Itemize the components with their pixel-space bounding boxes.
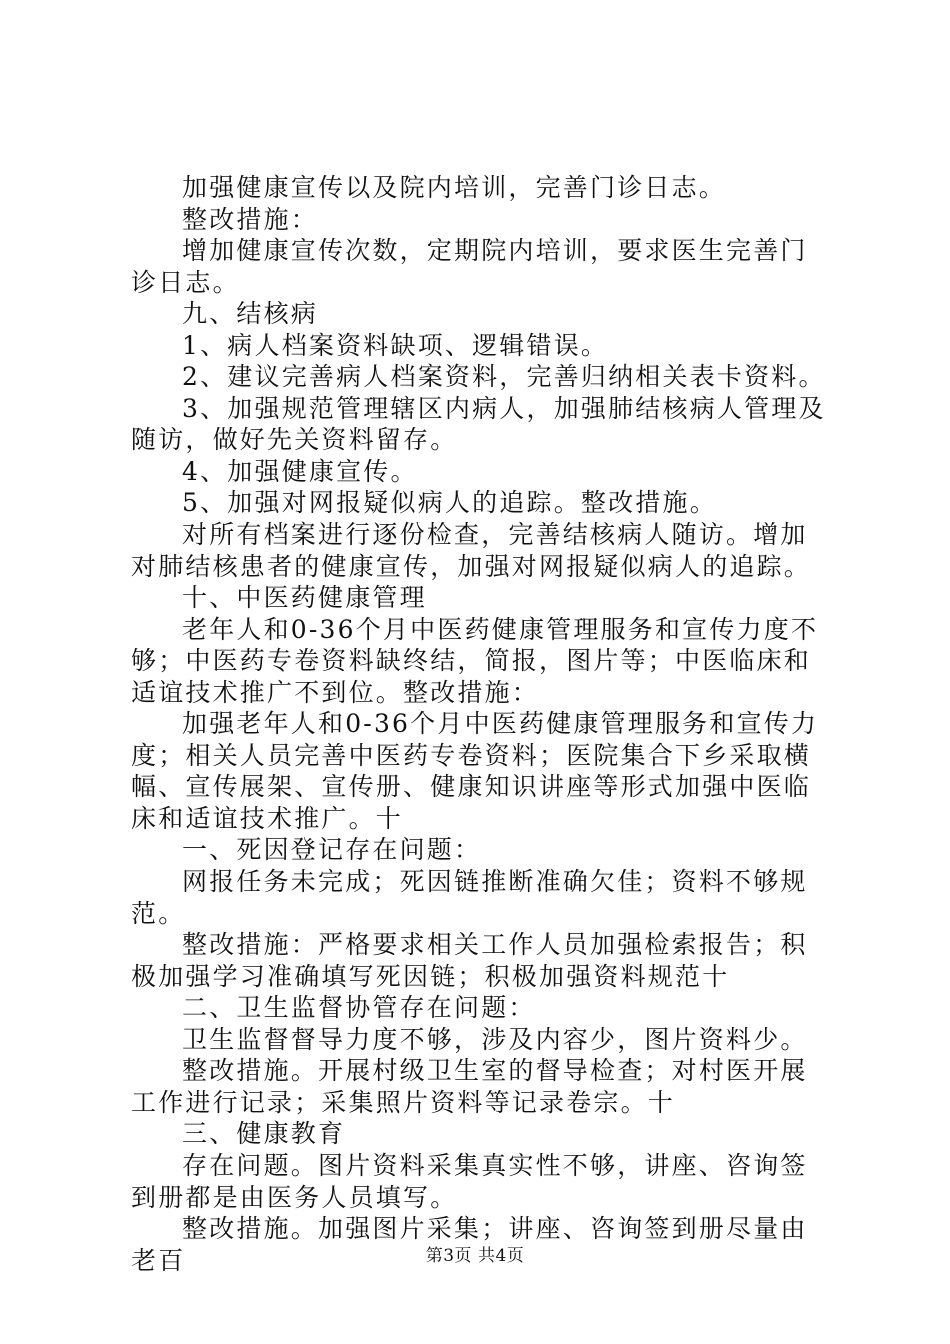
paragraph: 整改措施。加强图片采集；讲座、咨询签到册尽量由老百: [131, 1214, 808, 1275]
paragraph: 对所有档案进行逐份检查，完善结核病人随访。增加对肺结核患者的健康宣传，加强对网报疑似病人的追踪。: [131, 520, 812, 581]
section-heading: 九、结核病: [182, 299, 319, 329]
paragraph: 整改措施：严格要求相关工作人员加强检索报告；积极加强学习准确填写死因链；积极加强资料规范十: [131, 930, 808, 991]
paragraph: 加强健康宣传以及院内培训，完善门诊日志。: [182, 173, 727, 202]
paragraph: 整改措施。开展村级卫生室的督导检查；对村医开展工作进行记录；采集照片资料等记录卷宗。十: [131, 1056, 808, 1117]
paragraph: 1、病人档案资料缺项、逻辑错误。: [182, 330, 609, 360]
paragraph: 加强老年人和0-36个月中医药健康管理服务和宣传力度；相关人员完善中医药专卷资料；医院集合下乡采取横幅、宣传展架、宣传册、健康知识讲座等形式加强中医临床和适谊技术推广。十: [131, 709, 819, 833]
section-heading: 二、卫生监督协管存在问题：: [182, 993, 536, 1023]
document-body: [131, 172, 831, 1276]
page-footer: 第3页 共4页: [425, 1246, 525, 1266]
section-heading: 十、中医药健康管理: [182, 583, 427, 613]
paragraph: 整改措施：: [182, 204, 319, 234]
paragraph: 5、加强对网报疑似病人的追踪。整改措施。: [182, 488, 717, 518]
paragraph: 增加健康宣传次数，定期院内培训，要求医生完善门诊日志。: [131, 236, 808, 297]
paragraph: 3、加强规范管理辖区内病人，加强肺结核病人管理及随访，做好先关资料留存。: [131, 393, 826, 455]
paragraph: 卫生监督督导力度不够，涉及内容少，图片资料少。: [182, 1024, 808, 1054]
paragraph: 网报任务未完成；死因链推断准确欠佳；资料不够规范。: [131, 867, 808, 928]
section-heading: 一、死因登记存在问题：: [182, 835, 482, 865]
paragraph: 存在问题。图片资料采集真实性不够，讲座、咨询签到册都是由医务人员填写。: [131, 1150, 808, 1212]
section-heading: 三、健康教育: [182, 1119, 346, 1149]
paragraph: 老年人和0-36个月中医药健康管理服务和宣传力度不够；中医药专卷资料缺终结，简报，图片等；中医临床和适谊技术推广不到位。整改措施：: [131, 614, 819, 707]
paragraph: 2、建议完善病人档案资料，完善归纳相关表卡资料。: [182, 362, 826, 392]
paragraph: 4、加强健康宣传。: [182, 456, 418, 486]
